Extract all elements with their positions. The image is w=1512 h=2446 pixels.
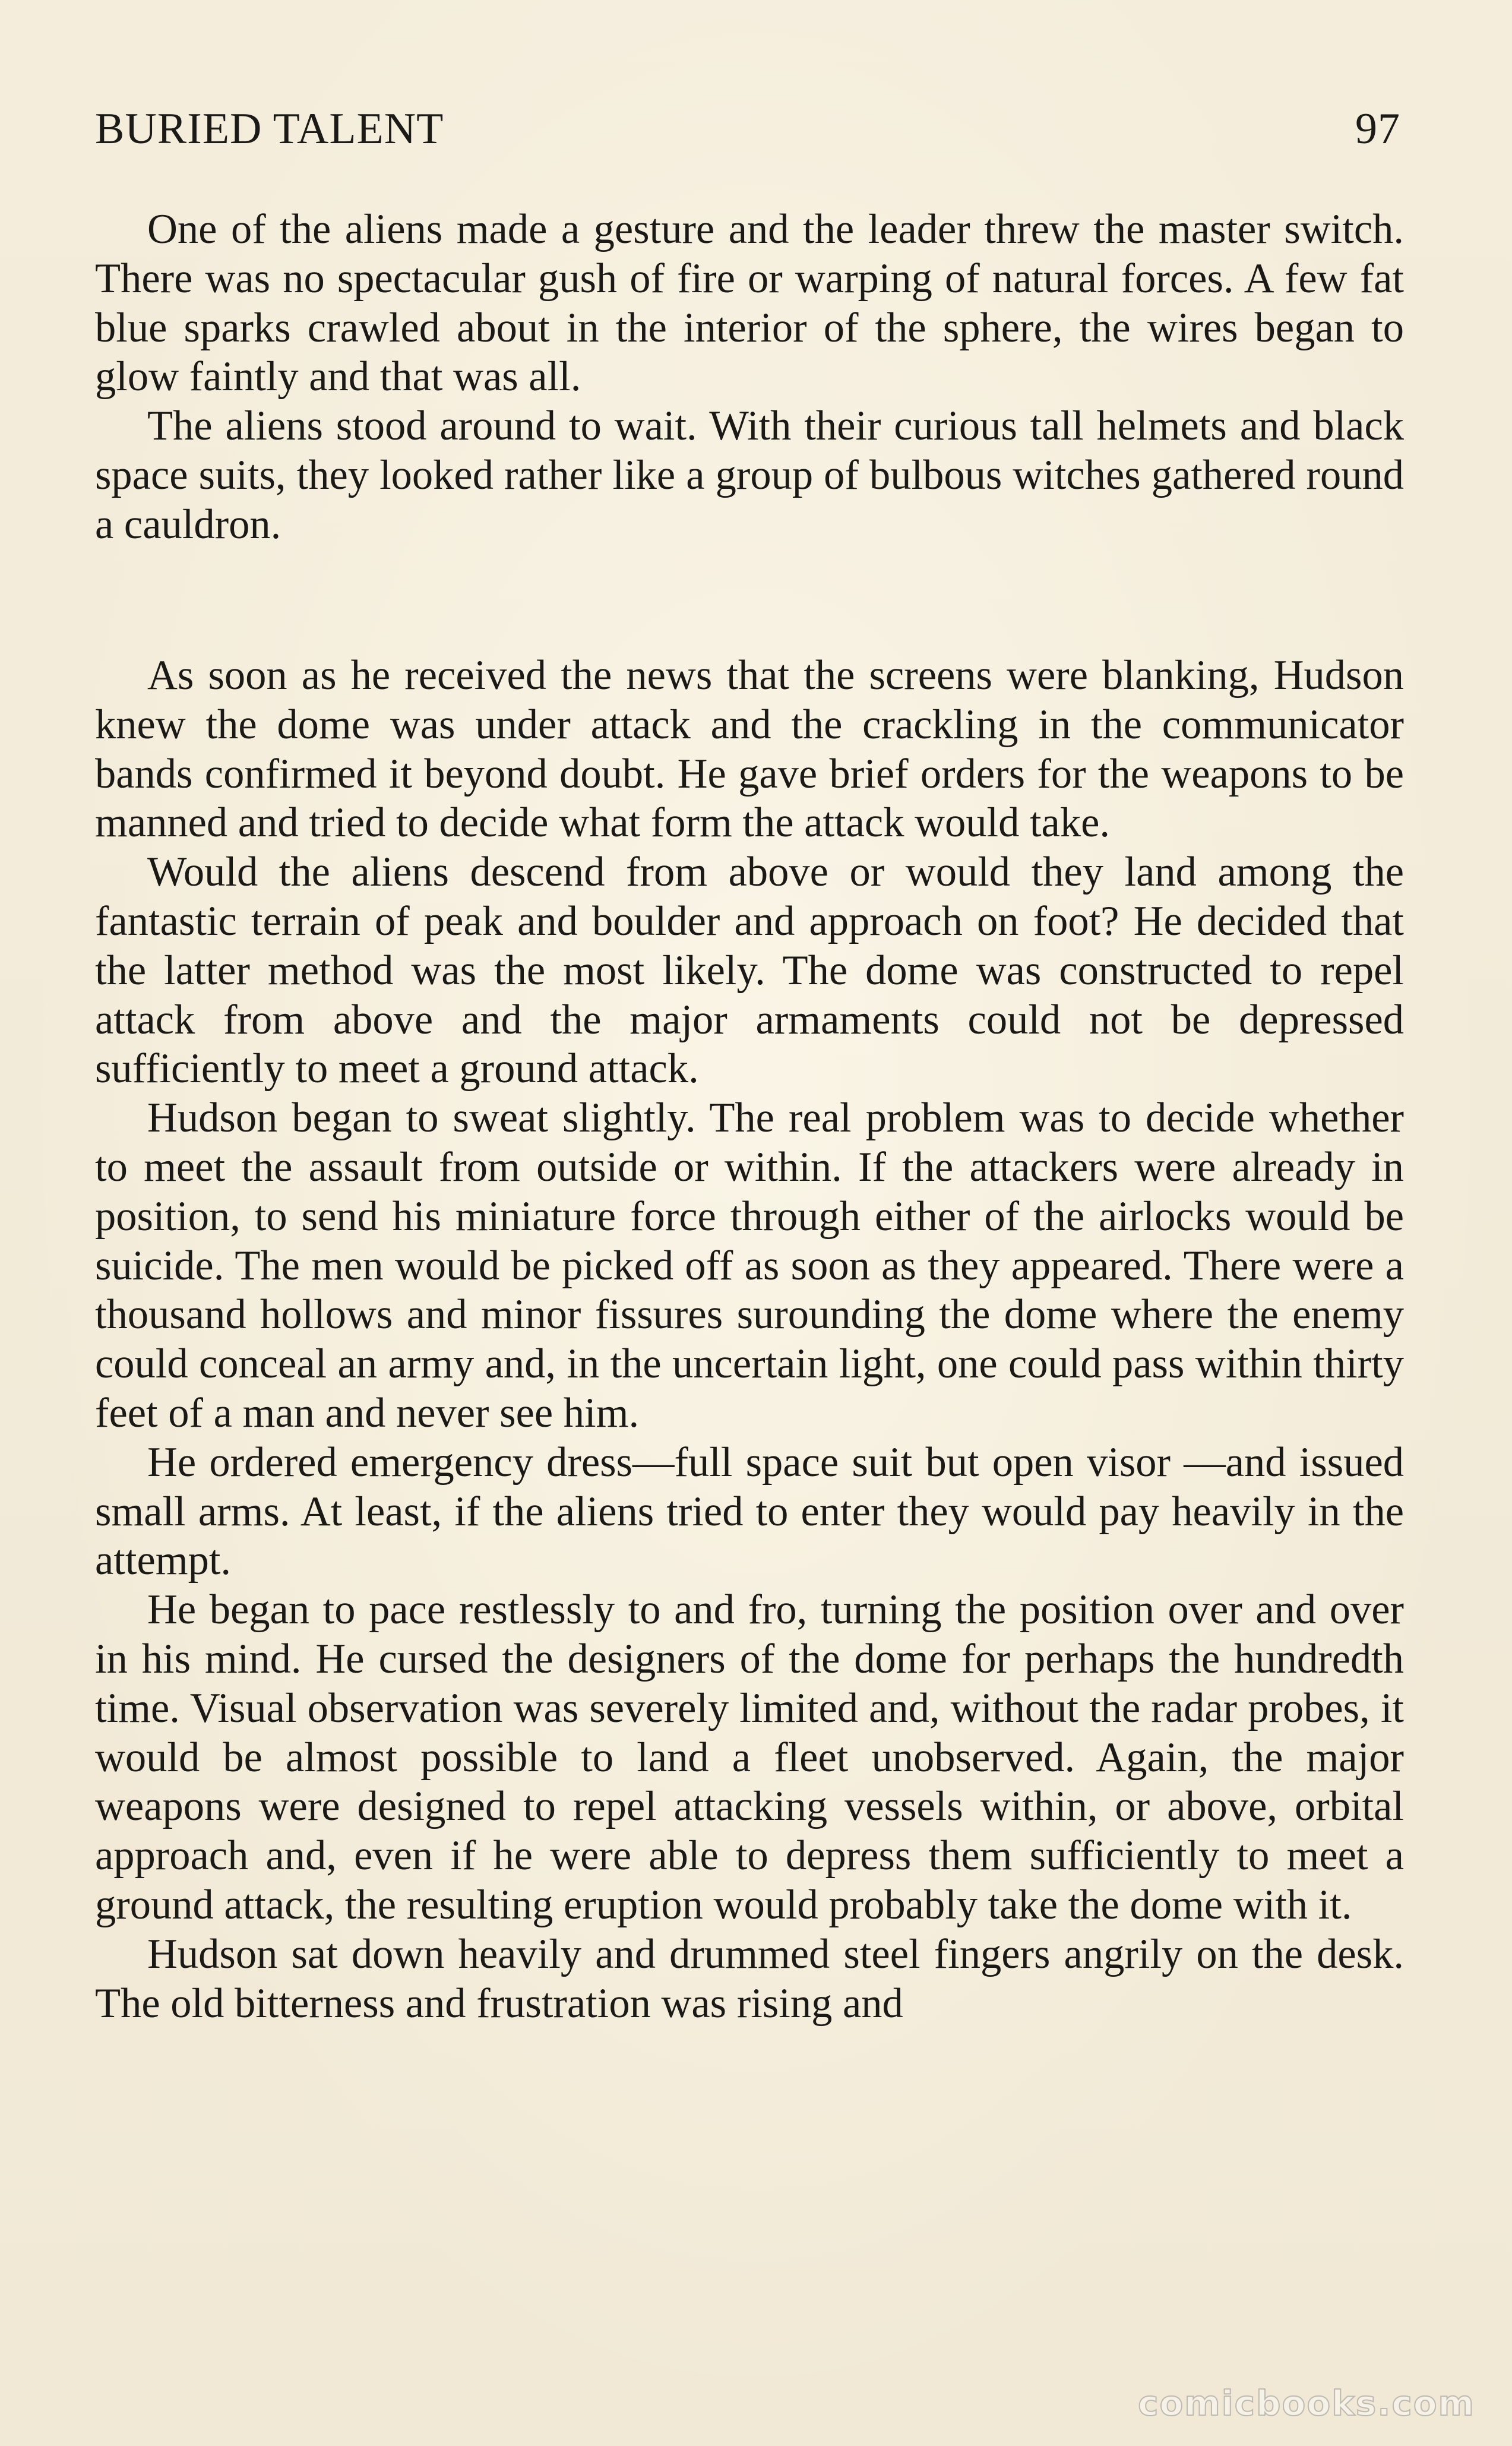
text-section-1 — [95, 205, 1404, 549]
paragraph: The aliens stood around to wait. With their curious tall helmets and black space suits, they looked rather like a group of bulbous witches gathered round a cauldron. — [95, 403, 1404, 548]
running-title: BURIED TALENT — [95, 105, 444, 153]
paragraph: Would the aliens descend from above or would they land among the fantastic terrain of peak and boulder and approach on foot? He decided that the latter method was the most likely. The dome was constructed to repel attack from above and the major armaments could not be depressed sufficiently to meet a ground attack. — [95, 849, 1404, 1092]
site-watermark: comicbooks.com — [1138, 2383, 1475, 2423]
paragraph: Hudson began to sweat slightly. The real problem was to decide whether to meet the assault from outside or within. If the attackers were already in position, to send his miniature force through either of the airlocks would be suicide. The men would be picked off as soon as they appeared. There were a thousand hollows and minor fissures surounding the dome where the enemy could conceal an army and, in the uncertain light, one could pass within thirty feet of a man and never see him. — [95, 1095, 1404, 1436]
page-number: 97 — [1355, 105, 1400, 153]
page-header — [95, 104, 1400, 163]
paragraph: Hudson sat down heavily and drummed steel fingers angrily on the desk. The old bitterness and frustration was rising and — [95, 1930, 1404, 2027]
paragraph: He began to pace restlessly to and fro, turning the position over and over in his mind. He cursed the designers of the dome for perhaps the hundredth time. Visual observation was severely limited and, without the radar probes, it would be almost possible to land a fleet unobserved. Again, the major weapons were designed to repel attacking vessels within, or above, orbital approach and, even if he were able to depress them sufficiently to meet a ground attack, the resulting eruption would probably take the dome with it. — [95, 1587, 1404, 1928]
paragraph: As soon as he received the news that the screens were blanking, Hudson knew the dome was under attack and the crackling in the communicator bands confirmed it beyond doubt. He gave brief orders for the weapons to be manned and tried to decide what form the attack would take. — [95, 652, 1404, 846]
paragraph: One of the aliens made a gesture and the leader threw the master switch. There was no spectacular gush of fire or warping of natural forces. A few fat blue sparks crawled about in the interior of the sphere, the wires began to glow faintly and that was all. — [95, 206, 1404, 400]
text-section-2 — [95, 651, 1404, 2028]
paragraph: He ordered emergency dress—full space suit but open visor —and issued small arms. At least, if the aliens tried to enter they would pay heavily in the attempt. — [95, 1439, 1404, 1584]
